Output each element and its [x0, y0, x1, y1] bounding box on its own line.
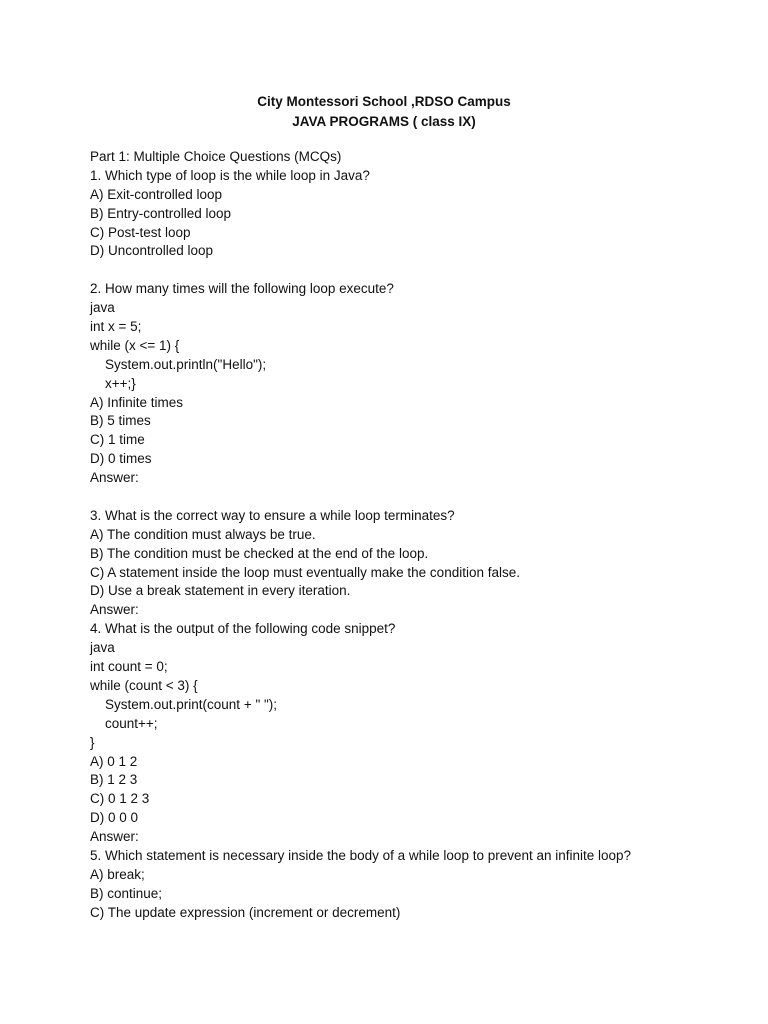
question-3: 3. What is the correct way to ensure a while loop terminates?: [90, 507, 455, 523]
question-1: 1. Which type of loop is the while loop in Java?: [90, 167, 370, 183]
q2-code-lang: java: [90, 300, 115, 316]
section-heading: Part 1: Multiple Choice Questions (MCQs): [90, 149, 342, 164]
q5-option-c: C) The update expression (increment or decrement): [90, 904, 401, 920]
school-name: City Montessori School ,RDSO Campus: [257, 94, 511, 109]
q2-code-line: int x = 5;: [90, 319, 142, 335]
q3-option-b: B) The condition must be checked at the end of the loop.: [90, 545, 429, 561]
q2-option-b: B) 5 times: [90, 413, 151, 429]
q2-option-a: A) Infinite times: [90, 394, 184, 410]
q1-option-c: C) Post-test loop: [90, 224, 191, 240]
document-header: [0, 92, 768, 131]
blank-line: [90, 261, 730, 280]
q2-code-line: while (x <= 1) {: [90, 337, 180, 353]
q4-option-b: B) 1 2 3: [90, 772, 138, 788]
q4-code-lang: java: [90, 640, 115, 656]
q4-code-line: System.out.print(count + " ");: [90, 696, 278, 712]
q2-code-line: x++;}: [90, 375, 136, 391]
q1-option-a: A) Exit-controlled loop: [90, 186, 223, 202]
q4-option-d: D) 0 0 0: [90, 810, 139, 826]
q4-code-line: while (count < 3) {: [90, 677, 198, 693]
q4-code-line: int count = 0;: [90, 659, 168, 675]
q3-option-d: D) Use a break statement in every iteration.: [90, 583, 351, 599]
q1-option-b: B) Entry-controlled loop: [90, 205, 232, 221]
q2-option-d: D) 0 times: [90, 451, 152, 467]
question-5: 5. Which statement is necessary inside the body of a while loop to prevent an infinite loop?: [90, 847, 632, 863]
q4-answer-label: Answer:: [90, 829, 139, 845]
q4-option-a: A) 0 1 2: [90, 753, 138, 769]
q5-option-b: B) continue;: [90, 885, 163, 901]
q5-option-a: A) break;: [90, 866, 145, 882]
question-4: 4. What is the output of the following code snippet?: [90, 621, 396, 637]
q2-option-c: C) 1 time: [90, 432, 145, 448]
document-title: JAVA PROGRAMS ( class IX): [292, 113, 476, 129]
q3-option-a: A) The condition must always be true.: [90, 526, 316, 542]
q3-answer-label: Answer:: [90, 602, 139, 618]
q1-option-d: D) Uncontrolled loop: [90, 243, 214, 259]
q4-option-c: C) 0 1 2 3: [90, 791, 150, 807]
blank-line: [90, 488, 730, 507]
question-body: [90, 148, 730, 923]
q2-code-line: System.out.println("Hello");: [90, 356, 267, 372]
q3-option-c: C) A statement inside the loop must eventually make the condition false.: [90, 564, 520, 580]
question-2: 2. How many times will the following loop execute?: [90, 281, 394, 297]
q2-answer-label: Answer:: [90, 470, 139, 486]
q4-code-line: }: [90, 734, 95, 750]
q4-code-line: count++;: [90, 715, 158, 731]
